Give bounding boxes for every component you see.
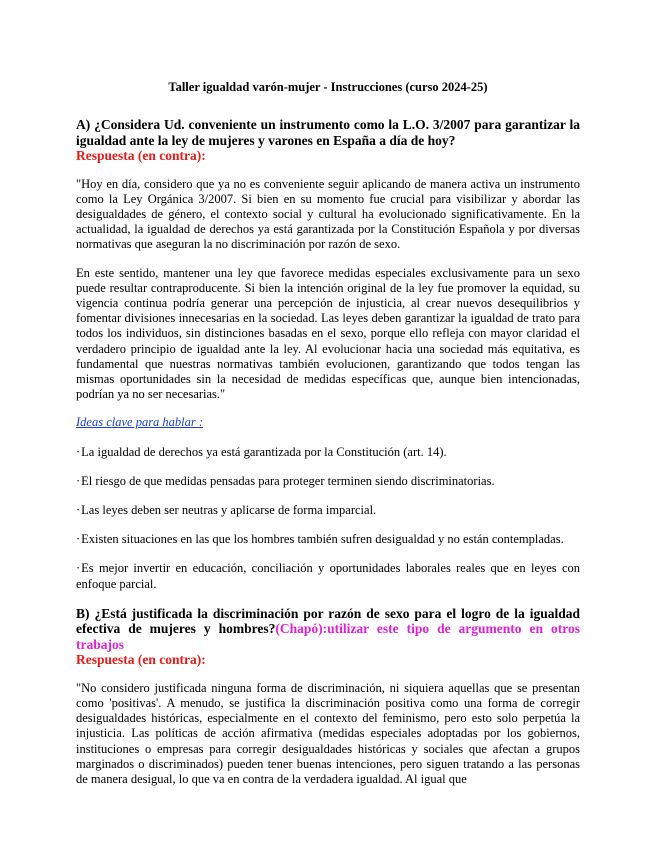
section-b-question xyxy=(76,606,580,653)
idea-item xyxy=(76,445,580,460)
bullet-marker: · xyxy=(76,473,81,488)
section-a xyxy=(76,117,580,592)
idea-item xyxy=(76,561,580,591)
idea-text: El riesgo de que medidas pensadas para proteger terminen siendo discriminatorias. xyxy=(81,473,495,488)
section-b xyxy=(76,606,580,787)
section-a-paragraph-2: En este sentido, mantener una ley que favorece medidas especiales exclusivamente para un sexo puede resultar contraproducente. Si bien la intención original de la ley fue promover la equidad, su vigencia continua podría generar una percepción de injusticia, al crear nuevos desequilibrios y fomentar divisiones innecesarias en la sociedad. Las leyes deben garantizar la igualdad de trato para todos los individuos, sin distinciones basadas en el sexo, porque ello refleja con mayor claridad el verdadero principio de igualdad ante la ley. Al evolucionar hacia una sociedad más equitativa, es fundamental que nuestras normativas también evolucionen, garantizando que todos tengan las mismas oportunidades sin la necesidad de medidas específicas que, aunque bien intencionadas, podrían ya no ser necesarias." xyxy=(76,265,580,402)
bullet-marker: · xyxy=(76,561,81,576)
idea-text: Es mejor invertir en educación, conciliación y oportunidades laborales reales que en leyes con enfoque parcial. xyxy=(76,561,580,591)
section-b-answer-label: Respuesta (en contra): xyxy=(76,652,206,668)
bullet-marker: · xyxy=(76,444,81,459)
section-b-question-text: B) ¿Está justificada la discriminación por razón de sexo para el logro de la igualdad efectiva de mujeres y hombres? xyxy=(76,605,580,637)
idea-text: Las leyes deben ser neutras y aplicarse de forma imparcial. xyxy=(81,502,377,517)
section-a-question: A) ¿Considera Ud. conveniente un instrumento como la L.O. 3/2007 para garantizar la igualdad ante la ley de mujeres y varones en España a día de hoy? xyxy=(76,117,580,148)
document-title: Taller igualdad varón-mujer - Instrucciones (curso 2024-25) xyxy=(168,80,488,94)
idea-item xyxy=(76,503,580,518)
bullet-marker: · xyxy=(76,532,81,547)
section-a-paragraph-1: "Hoy en día, considero que ya no es conveniente seguir aplicando de manera activa un instrumento como la Ley Orgánica 3/2007. Si bien en su momento fue crucial para visibilizar y abordar las desigualdades de género, el contexto social y cultural ha evolucionado significativamente. En la actualidad, la igualdad de derechos ya está garantizada por la Constitución Española y por diversas normativas que aseguran la no discriminación por razón de sexo. xyxy=(76,176,580,252)
section-b-paragraph: "No considero justificada ninguna forma de discriminación, ni siquiera aquellas que se presentan como 'positivas'. A menudo, se justifica la discriminación positiva como una forma de corregir desigualdades históricas, especialmente en el contexto del feminismo, pero esto solo perpetúa la injusticia. Las políticas de acción afirmativa (medidas especiales adoptadas por los gobiernos, instituciones o empresas para corregir desigualdades históricas y sociales que afectan a grupos marginados o discriminados) pueden tener buenas intenciones, pero siguen tratando a las personas de manera desigual, lo que va en contra de la verdadera igualdad. Al igual que xyxy=(76,680,580,786)
idea-item xyxy=(76,532,580,547)
section-a-answer-label: Respuesta (en contra): xyxy=(76,148,206,163)
idea-text: La igualdad de derechos ya está garantizada por la Constitución (art. 14). xyxy=(81,444,447,459)
bullet-marker: · xyxy=(76,502,81,517)
ideas-clave-link[interactable]: Ideas clave para hablar : xyxy=(76,415,204,430)
idea-item xyxy=(76,474,580,489)
section-b-note: (Chapó):utilizar este tipo de argumento en otros trabajos xyxy=(76,621,580,652)
idea-text: Existen situaciones en las que los hombres también sufren desigualdad y no están contempladas. xyxy=(81,532,564,547)
